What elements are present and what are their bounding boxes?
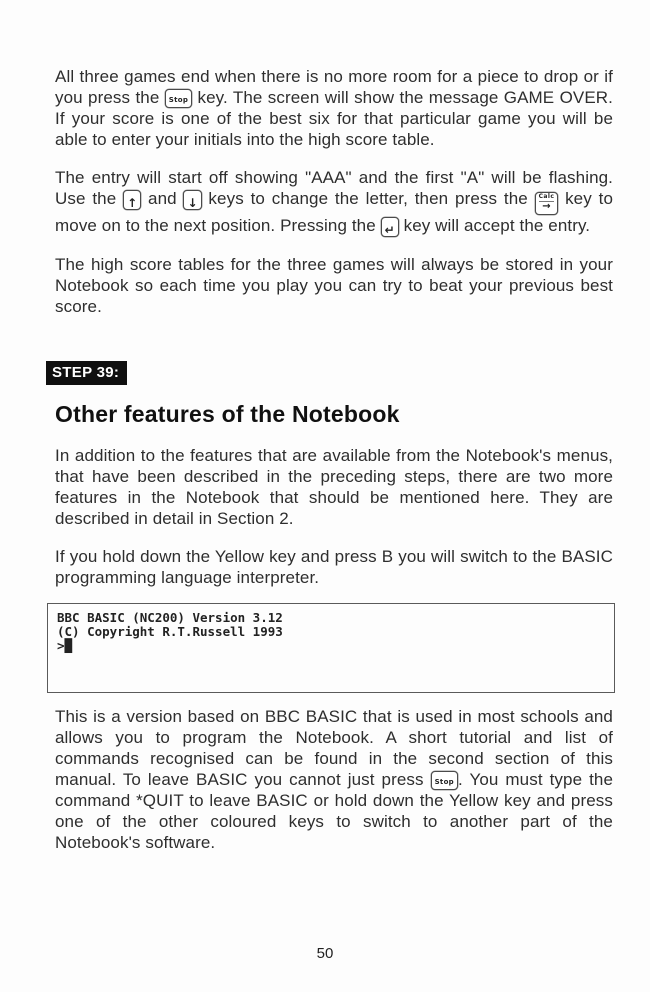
text-segment: and <box>141 189 184 208</box>
text-segment: All three games end when there is no more room for a piece to drop or if you press the <box>55 67 613 107</box>
text-segment: The entry will start off showing "AAA" and the first "A" will be flashing. Use the <box>55 168 613 208</box>
text-segment: key will accept the entry. <box>398 216 591 235</box>
paragraph-high-score-tables: The high score tables for the three games will always be stored in your Notebook so each time you play you can try to beat your previous best score. <box>55 255 613 316</box>
text-segment: key to move on to the next position. Pressing the <box>55 189 614 235</box>
paragraph-high-score-entry <box>55 167 613 237</box>
step-badge: STEP 39: <box>46 361 127 385</box>
terminal-version-line: BBC BASIC (NC200) Version 3.12 <box>57 610 283 625</box>
text-segment: key. The screen will show the message GAME OVER. If your score is one of the best six for that particular game you will be able to enter your initials into the high score table. <box>55 88 613 149</box>
up-arrow-glyph: ↑ <box>127 196 138 210</box>
stop-key-icon <box>165 89 192 108</box>
terminal-prompt: > <box>57 638 65 653</box>
down-arrow-key-icon <box>183 190 201 210</box>
page-content <box>52 66 614 870</box>
stop-key-label: Stop <box>434 778 454 786</box>
right-arrow-glyph: → <box>542 201 551 212</box>
basic-screen-box <box>47 603 615 693</box>
terminal-prompt-line <box>57 639 605 653</box>
calc-right-arrow-key-icon <box>535 192 559 215</box>
stop-key-label: Stop <box>168 96 189 104</box>
down-arrow-glyph: ↓ <box>187 196 198 210</box>
enter-key-icon <box>381 217 399 237</box>
paragraph-games-end <box>55 66 613 150</box>
paragraph-yellow-key-basic: If you hold down the Yellow key and press B you will switch to the BASIC programming language interpreter. <box>55 547 613 587</box>
section-heading: Other features of the Notebook <box>55 401 400 427</box>
calc-key-label: Calc <box>538 193 555 200</box>
terminal-cursor-block: █ <box>64 638 73 653</box>
text-segment: . You must type the command *QUIT to leave BASIC or hold down the Yellow key and press one of the other coloured keys to switch to another part of the Notebook's software. <box>55 770 614 852</box>
step-badge-row <box>52 334 613 385</box>
terminal-copyright-line: (C) Copyright R.T.Russell 1993 <box>57 624 283 639</box>
up-arrow-key-icon <box>123 190 141 210</box>
paragraph-notebook-features: In addition to the features that are available from the Notebook's menus, that have been described in the preceding steps, there are two more features in the Notebook that should be mentioned here. They are described in detail in Section 2. <box>55 446 613 528</box>
stop-key-icon <box>431 771 458 790</box>
page-number: 50 <box>316 945 334 962</box>
enter-key-glyph: ↵ <box>384 223 395 237</box>
text-segment: keys to change the letter, then press the <box>201 189 535 208</box>
text-segment: This is a version based on BBC BASIC that is used in most schools and allows you to program the Notebook. A short tutorial and list of commands recognised can be found in the second section of this manual. To leave BASIC you cannot just press <box>55 707 613 789</box>
paragraph-leave-basic <box>55 706 613 853</box>
